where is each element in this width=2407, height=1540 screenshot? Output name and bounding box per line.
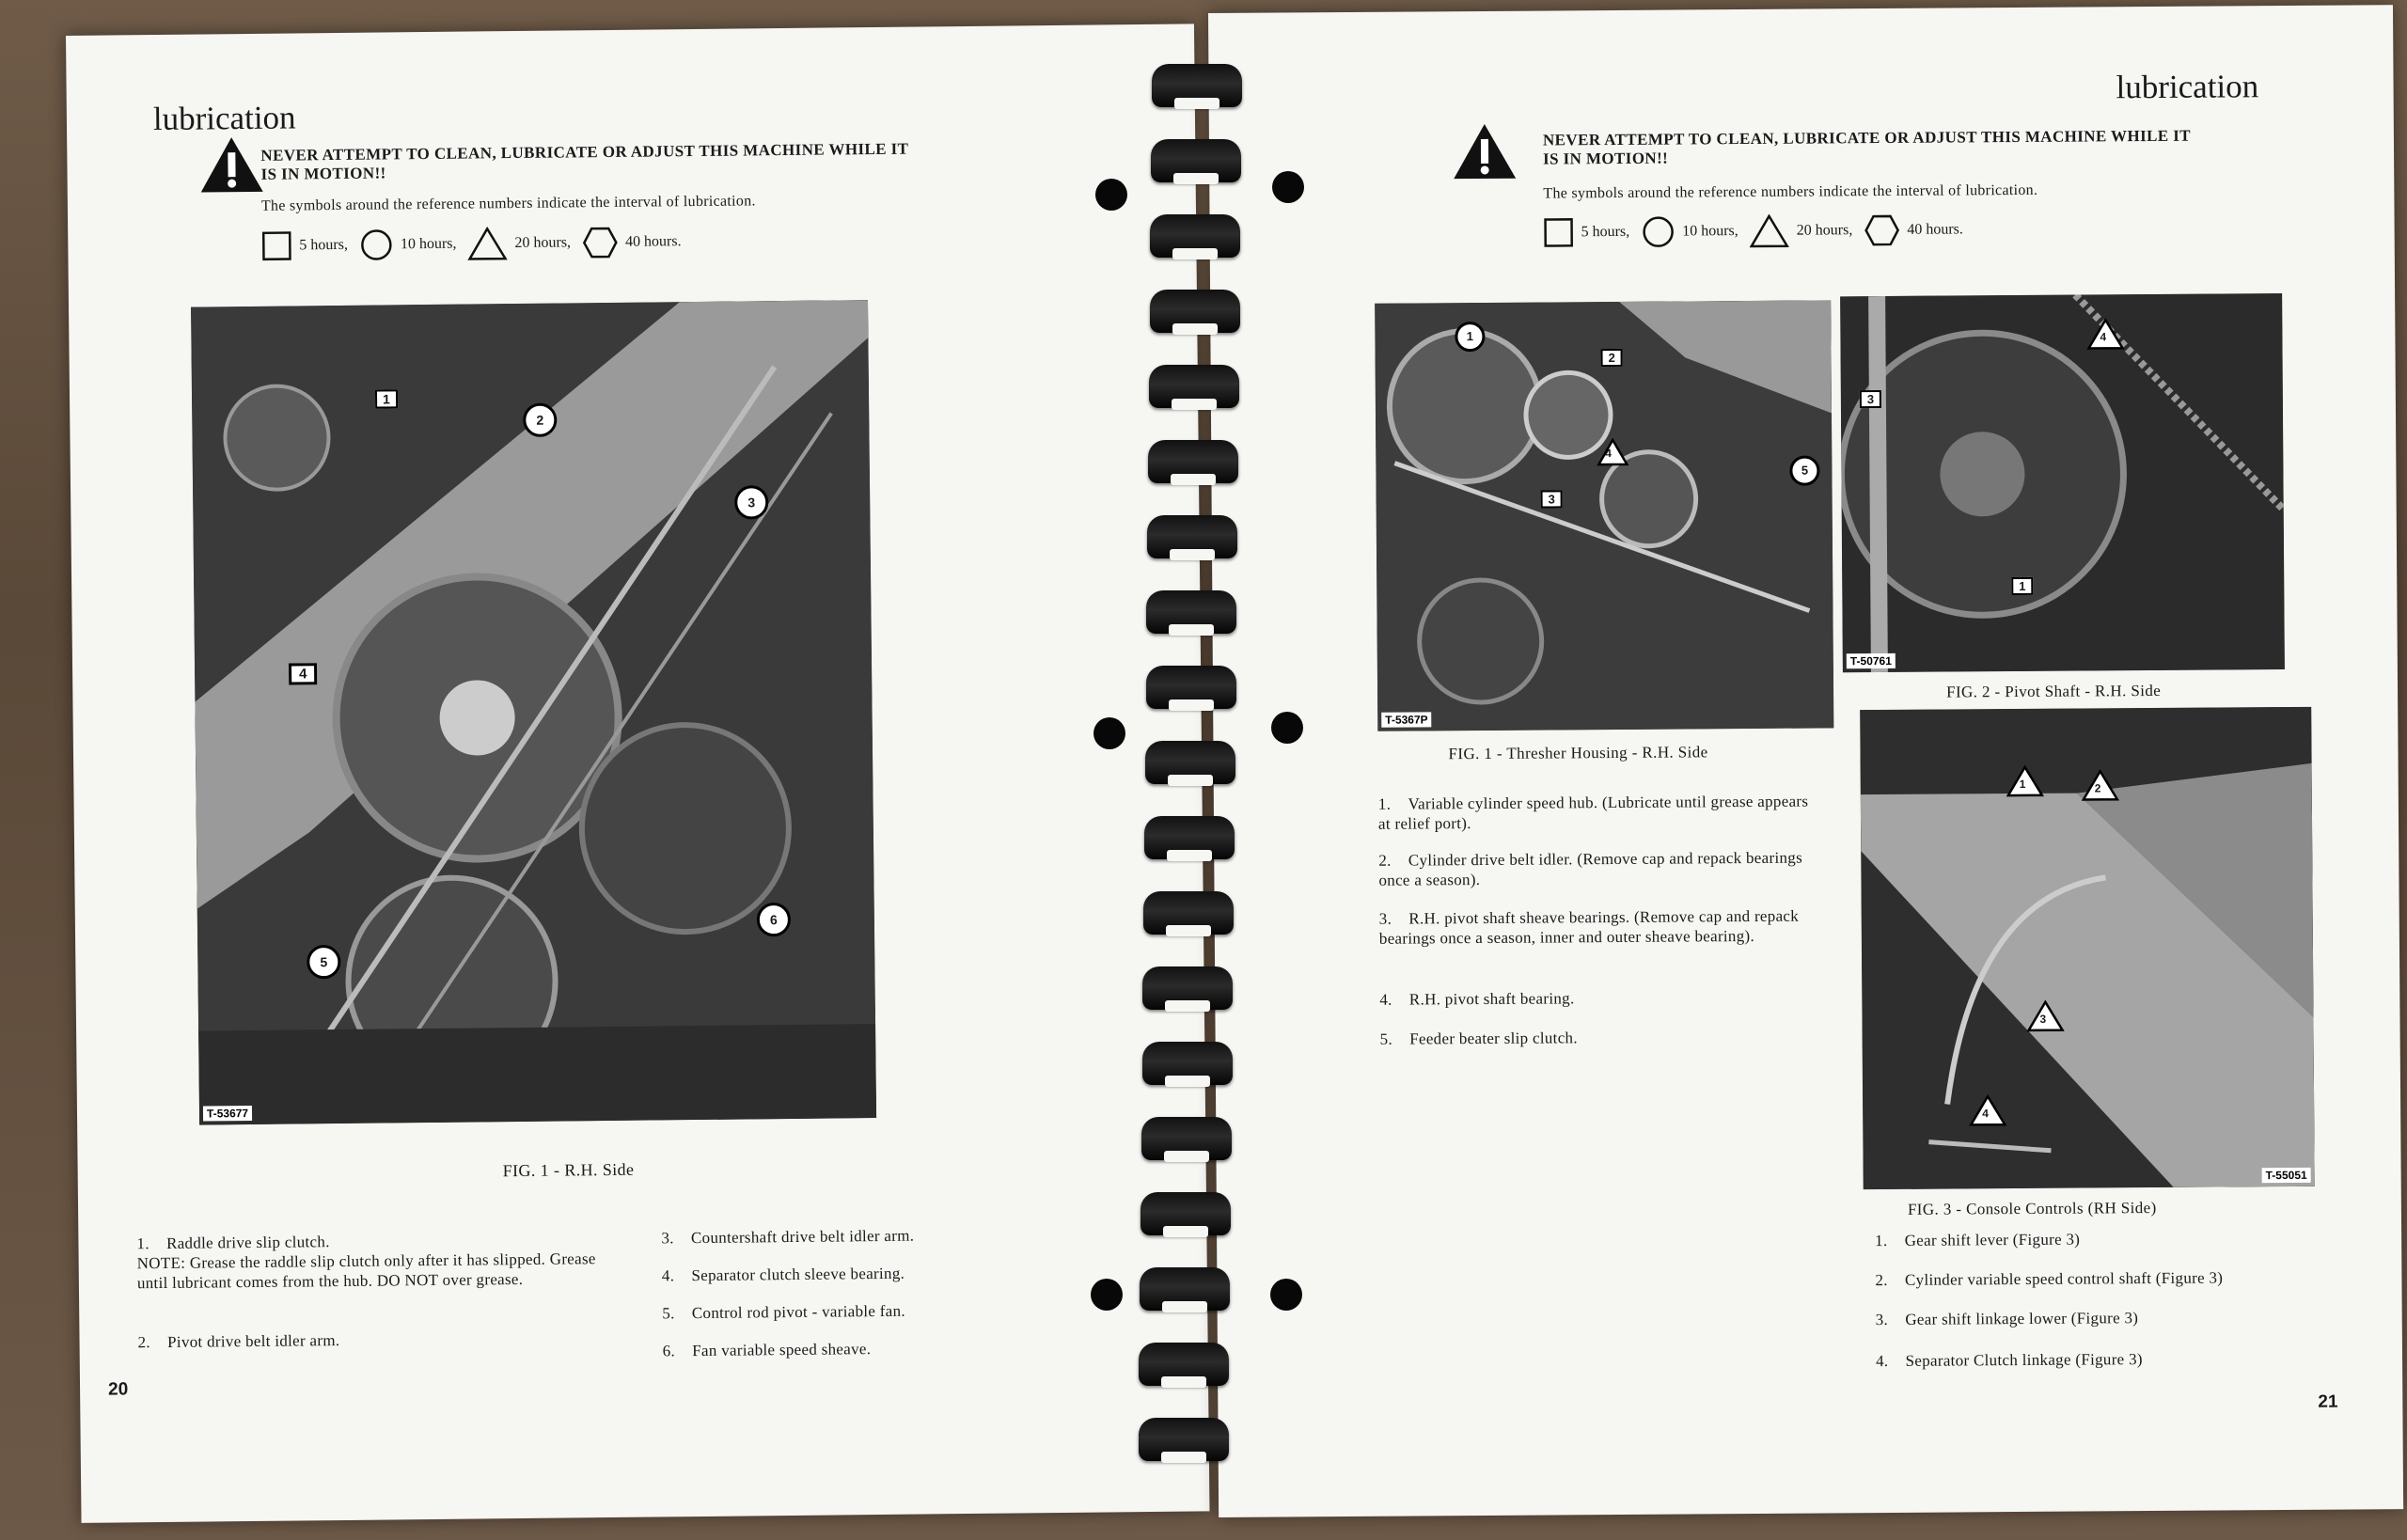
callout-5: 5 <box>1789 455 1819 485</box>
binding-coil <box>1148 440 1238 483</box>
list-item: 6. Fan variable speed sheave. <box>662 1340 872 1360</box>
binding-coil <box>1139 1418 1229 1461</box>
binding-coil <box>1147 515 1237 558</box>
callout-2: 2 <box>523 403 557 437</box>
list-item: 1. Gear shift lever (Figure 3) <box>1875 1230 2081 1250</box>
warning-text: NEVER ATTEMPT TO CLEAN, LUBRICATE OR ADJUST THIS MACHINE WHILE IT IS IN MOTION!! <box>1542 126 2191 168</box>
callout-4: 4 <box>289 663 318 684</box>
callout-3: 3 <box>2039 1012 2047 1026</box>
photo-id: T-53677 <box>203 1106 252 1122</box>
callout-3: 3 <box>1860 390 1881 408</box>
photo-id: T-5367P <box>1381 712 1431 727</box>
list-item: 3. R.H. pivot shaft sheave bearings. (Remove cap and repack bearings once a season, inner and outer sheave bearing). <box>1378 906 1800 948</box>
callout-3: 3 <box>734 485 768 519</box>
legend-5-hours: 5 hours, <box>299 236 348 254</box>
interval-text: The symbols around the reference numbers indicate the interval of lubrication. <box>1543 181 2038 202</box>
binding-coil <box>1146 590 1236 634</box>
figure-caption: FIG. 1 - Thresher Housing - R.H. Side <box>1448 743 1708 763</box>
callout-5: 5 <box>307 945 340 979</box>
list-item: 5. Control rod pivot - variable fan. <box>662 1301 905 1323</box>
list-item: 4. Separator clutch sleeve bearing. <box>661 1264 905 1285</box>
binding-hole <box>1270 1279 1302 1311</box>
binding-coil <box>1142 1042 1233 1085</box>
binding-hole <box>1091 1279 1123 1311</box>
triangle-icon <box>467 227 507 260</box>
binding-coil <box>1139 1343 1229 1386</box>
list-item: 2. Cylinder variable speed control shaft (Figure 3) <box>1875 1268 2224 1290</box>
binding-coil <box>1142 966 1233 1010</box>
triangle-callout-icon <box>1597 438 1628 466</box>
legend-10-hours: 10 hours, <box>400 235 457 253</box>
left-page <box>66 24 1210 1522</box>
page-header: lubrication <box>152 99 296 138</box>
legend-5-hours: 5 hours, <box>1581 223 1630 241</box>
callout-1: 1 <box>2011 577 2033 595</box>
page-header: lubrication <box>2116 68 2259 106</box>
callout-4: 4 <box>1982 1107 1989 1121</box>
callout-2: 2 <box>2094 781 2101 795</box>
binding-hole <box>1271 712 1303 744</box>
pivot-shaft-photo <box>1840 293 2285 672</box>
callout-6: 6 <box>757 903 791 936</box>
binding-coil <box>1152 64 1242 107</box>
list-item: 3. Gear shift linkage lower (Figure 3) <box>1875 1309 2139 1329</box>
binding-hole <box>1093 717 1125 749</box>
interval-text: The symbols around the reference numbers indicate the interval of lubrication. <box>260 193 756 214</box>
triangle-icon <box>1750 214 1789 248</box>
list-item: 3. Countershaft drive belt idler arm. <box>661 1226 915 1248</box>
page-number: 21 <box>2318 1391 2338 1412</box>
callout-2: 2 <box>1601 349 1623 367</box>
list-item: 5. Feeder beater slip clutch. <box>1379 1029 1578 1048</box>
callout-3: 3 <box>1541 490 1563 508</box>
list-item: 1. Raddle drive slip clutch. NOTE: Grease the raddle slip clutch only after it has slipped. Grease until lubricant comes from the hub. DO NOT over grease. <box>136 1233 596 1293</box>
callout-1: 1 <box>375 389 398 408</box>
warning-icon <box>1452 122 1518 181</box>
binding-coil <box>1151 139 1241 182</box>
binding-coil <box>1150 290 1240 333</box>
legend-20-hours: 20 hours, <box>514 234 572 252</box>
binding-coil <box>1143 891 1234 935</box>
binding-coil <box>1144 816 1235 859</box>
list-item: 1. Variable cylinder speed hub. (Lubricate until grease appears at relief port). <box>1377 792 1809 833</box>
symbol-legend <box>1544 212 1974 249</box>
symbol-legend <box>261 225 693 263</box>
list-item: 2. Cylinder drive belt idler. (Remove cap and repack bearings once a season). <box>1378 848 1803 889</box>
binding-coil <box>1141 1192 1231 1235</box>
list-item: 4. Separator Clutch linkage (Figure 3) <box>1875 1350 2143 1371</box>
legend-10-hours: 10 hours, <box>1682 223 1738 240</box>
binding-coil <box>1146 666 1236 709</box>
square-icon <box>1544 217 1574 247</box>
thresher-housing-photo <box>1375 300 1833 731</box>
hexagon-icon <box>1864 214 1899 246</box>
legend-20-hours: 20 hours, <box>1796 222 1853 239</box>
list-item: 4. R.H. pivot shaft bearing. <box>1379 989 1575 1009</box>
binding-coil <box>1145 741 1235 784</box>
circle-icon <box>359 228 393 261</box>
binding-coil <box>1140 1267 1230 1311</box>
console-controls-photo <box>1860 707 2315 1189</box>
figure-caption: FIG. 1 - R.H. Side <box>502 1159 635 1181</box>
list-item: 2. Pivot drive belt idler arm. <box>137 1331 340 1352</box>
figure-caption: FIG. 3 - Console Controls (RH Side) <box>1907 1198 2157 1218</box>
hexagon-icon <box>582 227 618 259</box>
callout-1: 1 <box>1455 322 1485 352</box>
callout-4: 4 <box>2100 330 2107 344</box>
page-number: 20 <box>107 1379 129 1400</box>
callout-4: 4 <box>1605 447 1613 461</box>
circle-icon <box>1641 215 1675 249</box>
spiral-binding <box>1124 56 1274 1504</box>
legend-40-hours: 40 hours. <box>1907 221 1963 238</box>
binding-hole <box>1095 179 1127 211</box>
binding-coil <box>1141 1117 1232 1160</box>
binding-coil <box>1150 214 1240 258</box>
square-icon <box>261 230 291 260</box>
figure-caption: FIG. 2 - Pivot Shaft - R.H. Side <box>1945 681 2162 701</box>
photo-id: T-55051 <box>2262 1168 2311 1183</box>
warning-text: NEVER ATTEMPT TO CLEAN, LUBRICATE OR ADJUST THIS MACHINE WHILE IT IS IN MOTION!! <box>260 139 909 183</box>
photo-id: T-50761 <box>1847 653 1896 668</box>
warning-icon <box>198 135 265 195</box>
callout-1: 1 <box>2019 777 2026 791</box>
binding-hole <box>1272 171 1304 203</box>
right-page <box>1208 5 2403 1517</box>
legend-40-hours: 40 hours. <box>624 233 682 250</box>
machine-photo-rh-side <box>191 300 876 1124</box>
binding-coil <box>1149 365 1239 408</box>
